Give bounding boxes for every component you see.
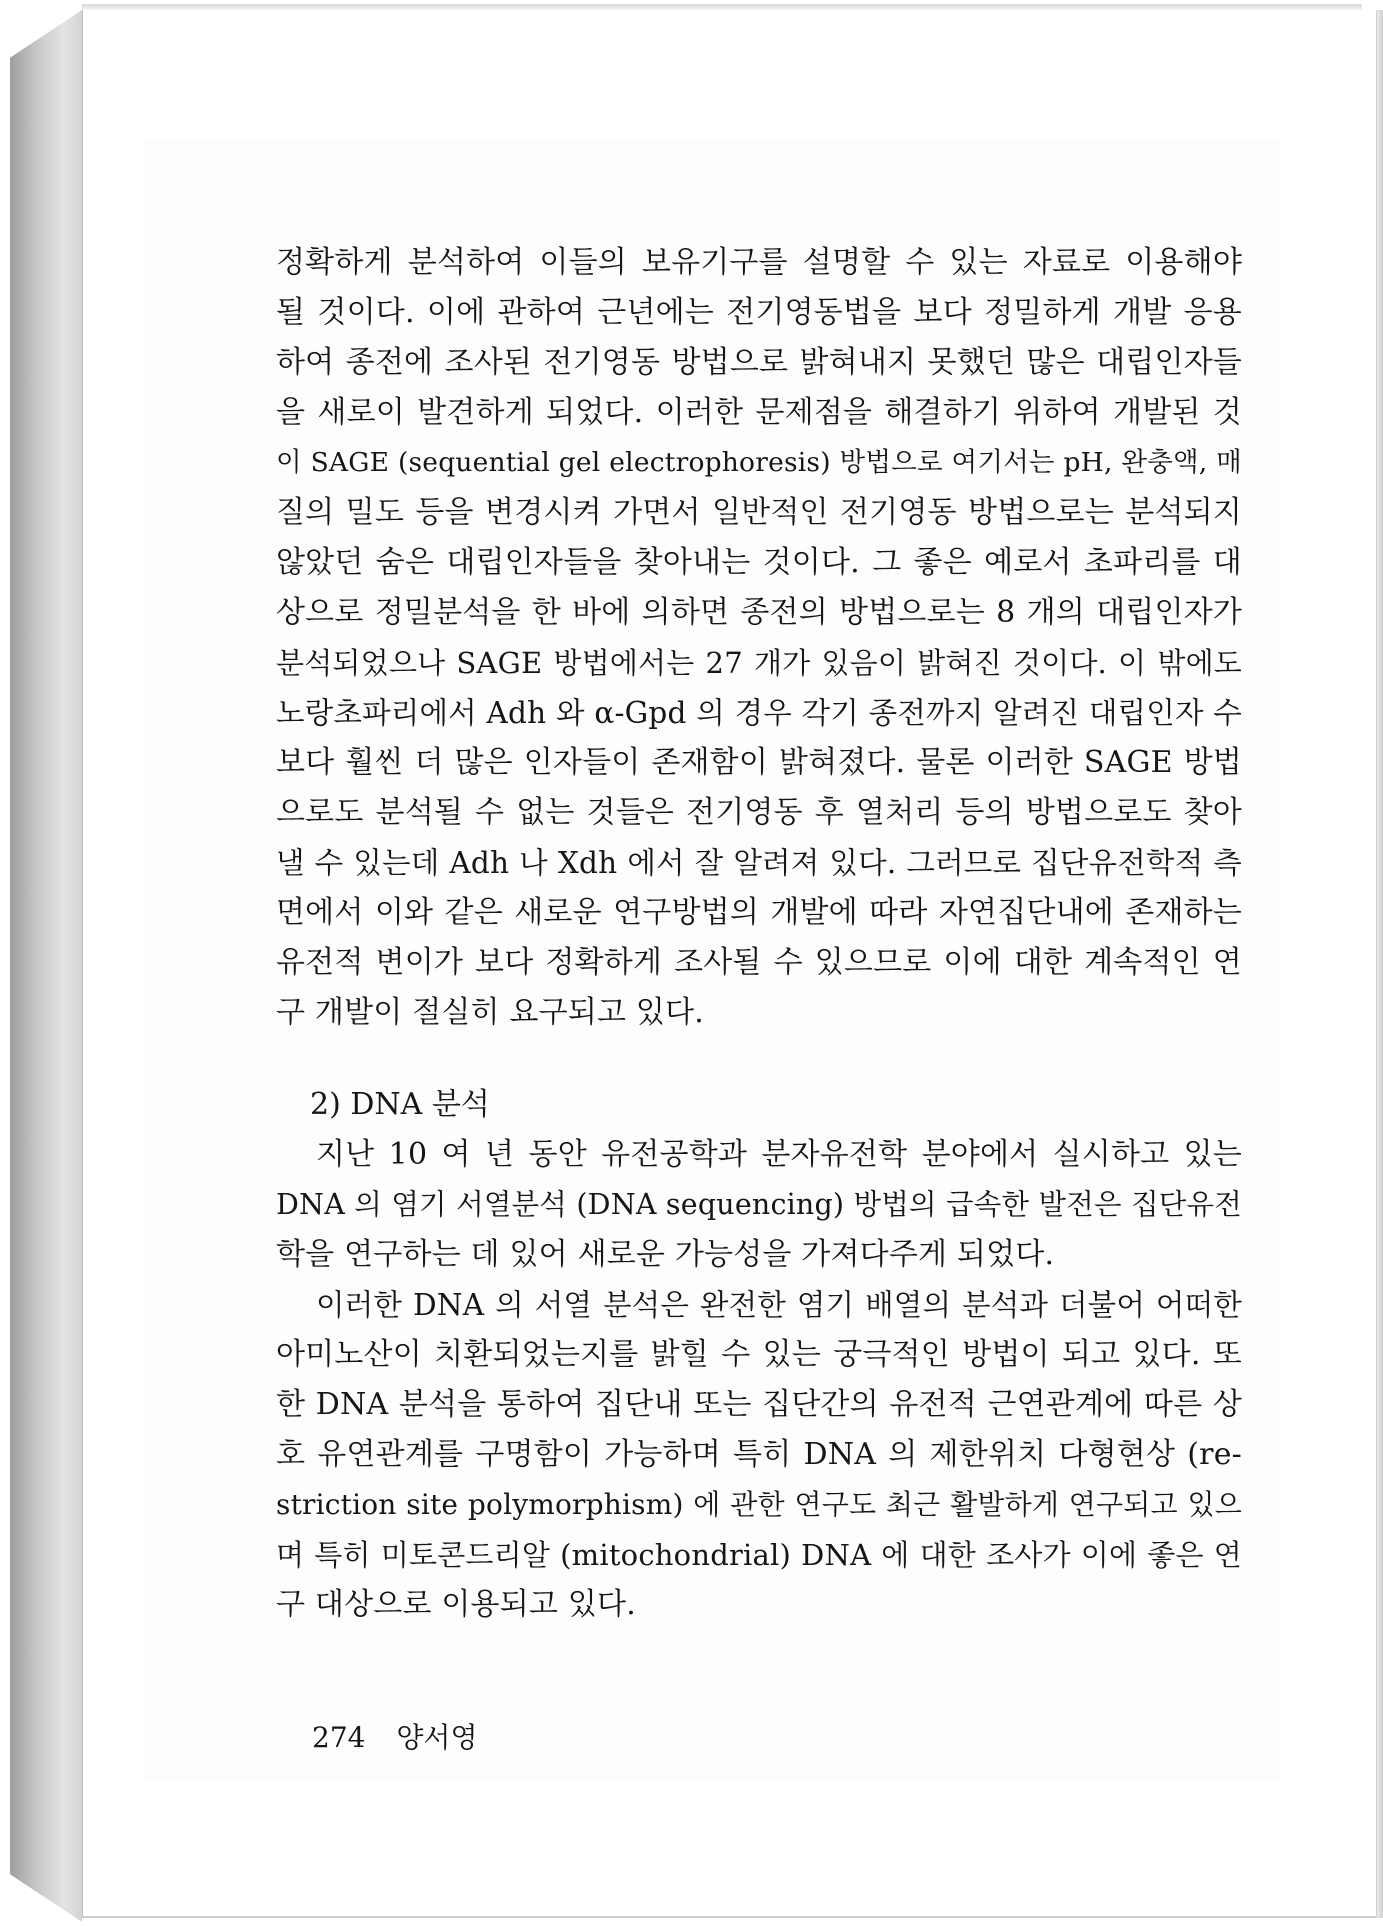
page-number: 274 <box>312 1721 366 1754</box>
text-line: 한 DNA 분석을 통하여 집단내 또는 집단간의 유전적 근연관계에 따른 상 <box>276 1387 1242 1422</box>
text-line: 호 유연관계를 구명함이 가능하며 특히 DNA 의 제한위치 다형현상 (re- <box>276 1437 1242 1472</box>
text-line: 아미노산이 치환되었는지를 밝힐 수 있는 궁극적인 방법이 되고 있다. 또 <box>276 1337 1242 1372</box>
text-line: striction site polymorphism) 에 관한 연구도 최근 활발하게 연구되고 있으 <box>276 1488 1242 1521</box>
author-name: 양서영 <box>396 1721 478 1754</box>
text-line: 정확하게 분석하여 이들의 보유기구를 설명할 수 있는 자료로 이용해야 <box>276 245 1242 280</box>
page-footer <box>312 1716 478 1756</box>
text-line: 이 SAGE (sequential gel electrophoresis) 방법으로 여기서는 pH, 완충액, 매 <box>276 447 1242 478</box>
text-line: 구 대상으로 이용되고 있다. <box>276 1587 636 1622</box>
text-line: 지난 10 여 년 동안 유전공학과 분자유전학 분야에서 실시하고 있는 <box>316 1137 1242 1172</box>
text-line: 않았던 숨은 대립인자들을 찾아내는 것이다. 그 좋은 예로서 초파리를 대 <box>276 545 1242 580</box>
section-heading: 2) DNA 분석 <box>310 1087 490 1122</box>
text-line: 을 새로이 발견하게 되었다. 이러한 문제점을 해결하기 위하여 개발된 것 <box>276 395 1242 430</box>
text-line: 질의 밀도 등을 변경시켜 가면서 일반적인 전기영동 방법으로는 분석되지 <box>276 495 1242 530</box>
text-line: 면에서 이와 같은 새로운 연구방법의 개발에 따라 자연집단내에 존재하는 <box>276 895 1242 930</box>
paragraph-1 <box>276 238 1242 1038</box>
text-line: 이러한 DNA 의 서열 분석은 완전한 염기 배열의 분석과 더불어 어떠한 <box>316 1288 1242 1322</box>
text-line: 될 것이다. 이에 관하여 근년에는 전기영동법을 보다 정밀하게 개발 응용 <box>276 295 1242 330</box>
text-line: 노랑초파리에서 Adh 와 α-Gpd 의 경우 각기 종전까지 알려진 대립인자 수 <box>276 696 1242 730</box>
paragraph-2 <box>276 1130 1242 1280</box>
page-right-edge <box>1377 10 1383 1918</box>
text-line: 구 개발이 절실히 요구되고 있다. <box>276 995 705 1030</box>
text-line: 며 특히 미토콘드리알 (mitochondrial) DNA 에 대한 조사가 이에 좋은 연 <box>276 1538 1242 1572</box>
text-line: DNA 의 염기 서열분석 (DNA sequencing) 방법의 급속한 발전은 집단유전 <box>276 1188 1242 1221</box>
section-gap <box>276 1038 1242 1080</box>
text-line: 학을 연구하는 데 있어 새로운 가능성을 가져다주게 되었다. <box>276 1237 1055 1272</box>
text-line: 으로도 분석될 수 없는 것들은 전기영동 후 열처리 등의 방법으로도 찾아 <box>276 795 1242 830</box>
book-spine-side <box>10 10 82 1922</box>
paragraph-3 <box>276 1280 1242 1630</box>
text-line: 낼 수 있는데 Adh 나 Xdh 에서 잘 알려져 있다. 그러므로 집단유전학적 측 <box>276 846 1242 880</box>
text-line: 유전적 변이가 보다 정확하게 조사될 수 있으므로 이에 대한 계속적인 연 <box>276 945 1242 980</box>
text-line: 분석되었으나 SAGE 방법에서는 27 개가 있음이 밝혀진 것이다. 이 밖에도 <box>276 646 1242 680</box>
text-line: 하여 종전에 조사된 전기영동 방법으로 밝혀내지 못했던 많은 대립인자들 <box>276 345 1242 380</box>
text-line: 보다 훨씬 더 많은 인자들이 존재함이 밝혀졌다. 물론 이러한 SAGE 방법 <box>276 745 1242 780</box>
text-line: 상으로 정밀분석을 한 바에 의하면 종전의 방법으로는 8 개의 대립인자가 <box>276 595 1242 630</box>
body-text <box>276 238 1242 1630</box>
